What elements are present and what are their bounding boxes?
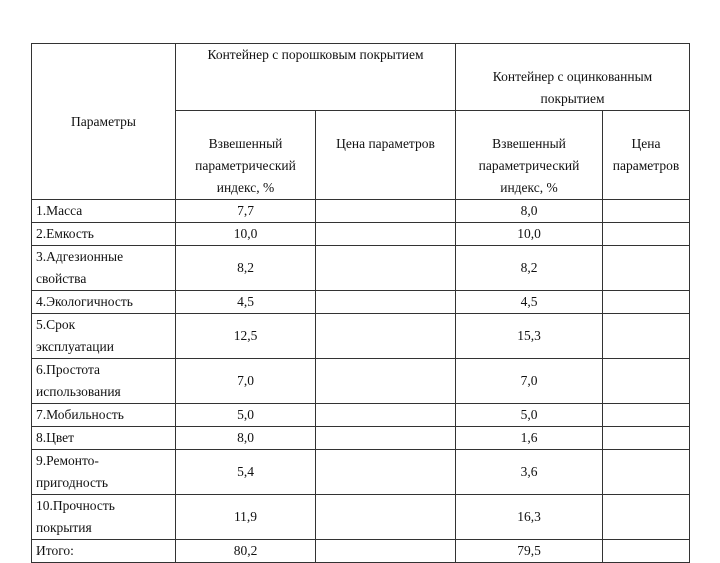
table-row bbox=[32, 223, 690, 246]
weighted-index-powder-cell: 8,0 bbox=[176, 427, 316, 450]
price-powder-cell bbox=[316, 200, 456, 223]
price-zinc-cell bbox=[603, 404, 690, 427]
price-powder-label: Цена параметров bbox=[336, 136, 435, 151]
weighted-index-powder-cell: 7,7 bbox=[176, 200, 316, 223]
weighted-index-zinc-cell: 1,6 bbox=[456, 427, 603, 450]
parameter-name-cell: 6.Простота использования bbox=[32, 359, 176, 404]
price-zinc-cell bbox=[603, 427, 690, 450]
parameter-name-cell: 2.Емкость bbox=[32, 223, 176, 246]
parameter-name-cell: 8.Цвет bbox=[32, 427, 176, 450]
parameter-name-cell: 1.Масса bbox=[32, 200, 176, 223]
weighted-index-zinc-cell: 79,5 bbox=[456, 540, 603, 563]
header-row-groups bbox=[32, 44, 690, 111]
table-row bbox=[32, 359, 690, 404]
parameter-name-cell: 10.Прочность покрытия bbox=[32, 495, 176, 540]
price-zinc-label: Цена параметров bbox=[612, 136, 680, 173]
parameter-name-cell: 3.Адгезионные свойства bbox=[32, 246, 176, 291]
group-powder-header bbox=[176, 44, 456, 111]
table-row bbox=[32, 200, 690, 223]
weighted-index-powder-header bbox=[176, 111, 316, 200]
table-body bbox=[32, 200, 690, 563]
weighted-index-powder-cell: 4,5 bbox=[176, 291, 316, 314]
price-powder-cell bbox=[316, 540, 456, 563]
table-row bbox=[32, 246, 690, 291]
group-zinc-label: Контейнер с оцинкованным покрытием bbox=[492, 69, 653, 106]
weighted-index-powder-cell: 12,5 bbox=[176, 314, 316, 359]
table-row bbox=[32, 495, 690, 540]
weighted-index-zinc-header bbox=[456, 111, 603, 200]
parameter-name-cell: 9.Ремонто- пригодность bbox=[32, 450, 176, 495]
weighted-index-zinc-cell: 10,0 bbox=[456, 223, 603, 246]
weighted-index-powder-cell: 80,2 bbox=[176, 540, 316, 563]
table-row bbox=[32, 291, 690, 314]
group-zinc-header bbox=[456, 44, 690, 111]
price-powder-cell bbox=[316, 404, 456, 427]
table-row bbox=[32, 540, 690, 563]
weighted-index-powder-label: Взвешенный параметрический индекс, % bbox=[195, 136, 296, 195]
weighted-index-zinc-cell: 5,0 bbox=[456, 404, 603, 427]
weighted-index-powder-cell: 7,0 bbox=[176, 359, 316, 404]
params-header-cell bbox=[32, 44, 176, 200]
price-zinc-cell bbox=[603, 223, 690, 246]
weighted-index-powder-cell: 10,0 bbox=[176, 223, 316, 246]
weighted-index-zinc-cell: 7,0 bbox=[456, 359, 603, 404]
price-powder-cell bbox=[316, 314, 456, 359]
price-zinc-cell bbox=[603, 359, 690, 404]
weighted-index-zinc-cell: 15,3 bbox=[456, 314, 603, 359]
price-zinc-cell bbox=[603, 495, 690, 540]
parameter-name-cell: 7.Мобильность bbox=[32, 404, 176, 427]
weighted-index-zinc-cell: 16,3 bbox=[456, 495, 603, 540]
price-zinc-cell bbox=[603, 314, 690, 359]
parameter-name-cell: 5.Срок эксплуатации bbox=[32, 314, 176, 359]
price-zinc-cell bbox=[603, 540, 690, 563]
table-row bbox=[32, 314, 690, 359]
weighted-index-powder-cell: 8,2 bbox=[176, 246, 316, 291]
price-zinc-cell bbox=[603, 200, 690, 223]
table-row bbox=[32, 450, 690, 495]
params-header-label: Параметры bbox=[71, 113, 136, 129]
group-powder-label: Контейнер с порошковым покрытием bbox=[207, 47, 424, 62]
price-powder-cell bbox=[316, 450, 456, 495]
weighted-index-zinc-cell: 4,5 bbox=[456, 291, 603, 314]
weighted-index-powder-cell: 11,9 bbox=[176, 495, 316, 540]
weighted-index-zinc-cell: 3,6 bbox=[456, 450, 603, 495]
price-powder-cell bbox=[316, 223, 456, 246]
price-powder-cell bbox=[316, 291, 456, 314]
price-powder-cell bbox=[316, 427, 456, 450]
price-powder-cell bbox=[316, 495, 456, 540]
price-powder-cell bbox=[316, 246, 456, 291]
table-row bbox=[32, 427, 690, 450]
weighted-index-zinc-label: Взвешенный параметрический индекс, % bbox=[478, 136, 580, 195]
parameter-name-cell: 4.Экологичность bbox=[32, 291, 176, 314]
parameter-name-cell: Итого: bbox=[32, 540, 176, 563]
table-row bbox=[32, 404, 690, 427]
parameters-table bbox=[31, 43, 690, 563]
weighted-index-zinc-cell: 8,2 bbox=[456, 246, 603, 291]
price-zinc-cell bbox=[603, 450, 690, 495]
price-zinc-cell bbox=[603, 291, 690, 314]
price-powder-header bbox=[316, 111, 456, 200]
price-zinc-header bbox=[603, 111, 690, 200]
price-zinc-cell bbox=[603, 246, 690, 291]
weighted-index-zinc-cell: 8,0 bbox=[456, 200, 603, 223]
weighted-index-powder-cell: 5,0 bbox=[176, 404, 316, 427]
weighted-index-powder-cell: 5,4 bbox=[176, 450, 316, 495]
price-powder-cell bbox=[316, 359, 456, 404]
